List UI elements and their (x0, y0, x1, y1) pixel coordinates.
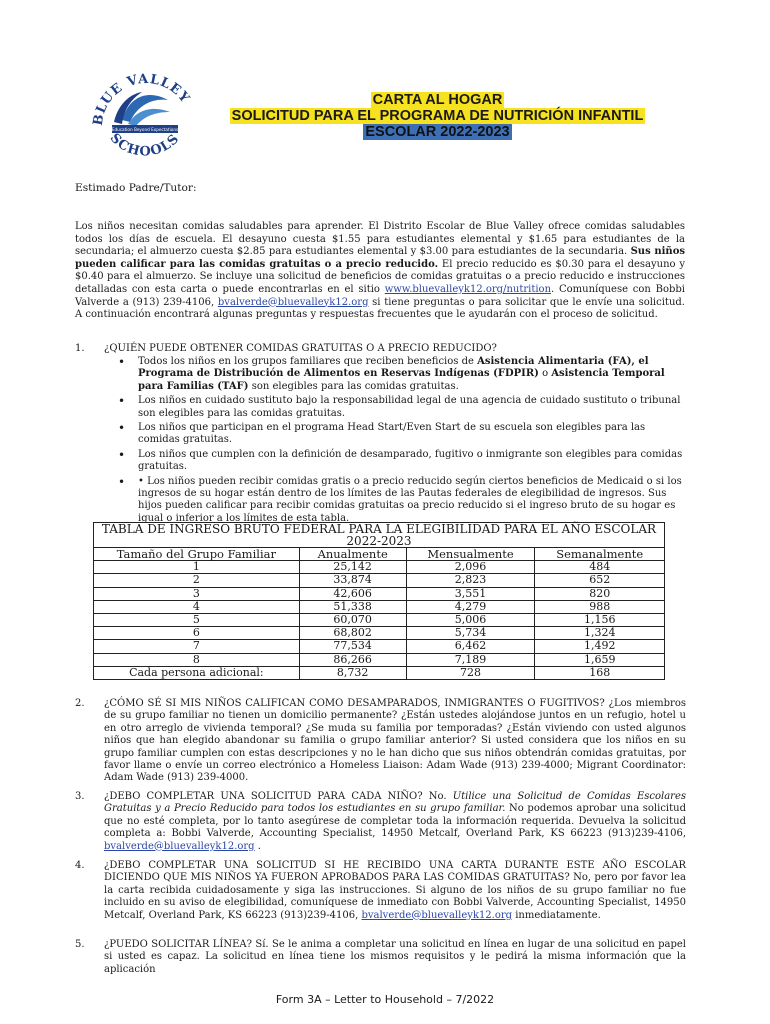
table-caption: TABLA DE INGRESO BRUTO FEDERAL PARA LA ELEGIBILIDAD PARA EL AÑO ESCOLAR 2022-2023 (94, 523, 665, 548)
question-text: ¿CÓMO SÉ SI MIS NIÑOS CALIFICAN COMO DESAMPARADOS, INMIGRANTES O FUGITIVOS? ¿Los miembros de su grupo familiar no tienen un domicilio permanente? ¿Están ustedes alojándose juntos en un refugio, hotel u en otro arreglo de vivienda temporal? ¿Se muda su familia por temporadas? ¿Están viviendo con usted algunos niños que han elegido abandonar su familia o grupo familiar anterior? Si usted considera que los niños en su grupo familiar cumplen con estas descripciones y no le han dicho que sus niños obtendrán comidas gratuitas, por favor llame o envíe un correo electrónico a Homeless Liaison: Adam Wade (913) 239-4000; Migrant Coordinator: Adam Wade (913) 239-4000. (104, 698, 686, 784)
table-cell: 1,492 (535, 640, 665, 653)
blue-valley-schools-logo (84, 64, 204, 164)
table-cell: 5,006 (406, 613, 535, 626)
svg-text:SCHOOLS (107, 131, 183, 160)
nutrition-link[interactable]: www.bluevalleyk12.org/nutrition (384, 283, 552, 295)
table-row (94, 600, 665, 613)
question-text: ¿DEBO COMPLETAR UNA SOLICITUD SI HE RECIBIDO UNA CARTA DURANTE ESTE AÑO ESCOLAR DICIENDO QUE MIS NIÑOS YA FUERON APROBADOS PARA LAS COMIDAS GRATUITAS? No, pero por favor lea la carta recibida cuidadosamente y siga las instrucciones. Si alguno de los niños de su grupo familiar no fue incluido en su aviso de elegibilidad, comuníquese de inmediato con Bobbi Valverde, Accounting Specialist, 14950 Metcalf, Overland Park, KS 66223 (913)239-4106, bvalverde@bluevalleyk12.org inmediatamente. (104, 860, 686, 921)
table-cell: 51,338 (299, 600, 406, 613)
table-row (94, 561, 665, 574)
logo-banner-text: Education Beyond Expectations (111, 127, 179, 132)
list-item: • Los niños en cuidado sustituto bajo la responsabilidad legal de una agencia de cuidado sustituto o tribunal son elegibles para las comidas gratuitas. (115, 395, 687, 420)
table-row (94, 587, 665, 600)
table-cell: 77,534 (299, 640, 406, 653)
table-cell: 68,802 (299, 627, 406, 640)
table-cell: 168 (535, 666, 665, 679)
income-eligibility-table (93, 522, 665, 680)
intro-text-3: . Comuníquese con Bobbi Valverde a (913) 239-4106, (75, 283, 685, 308)
logo-bottom-text: SCHOOLS (106, 130, 183, 160)
table-cell: 2,823 (406, 574, 535, 587)
list-item: • Los niños que participan en el programa Head Start/Even Start de su escuela son elegibles para las comidas gratuitas. (115, 422, 687, 447)
page-footer: Form 3A – Letter to Household – 7/2022 (275, 993, 495, 1006)
table-cell: 4,279 (406, 600, 535, 613)
title-line-3: ESCOLAR 2022-2023 (365, 124, 510, 140)
table-cell: 42,606 (299, 587, 406, 600)
table-cell: 4 (94, 600, 300, 613)
email-link[interactable]: bvalverde@bluevalleyk12.org (361, 909, 513, 921)
list-item: • • Los niños pueden recibir comidas gratis o a precio reducido según ciertos beneficios de Medicaid o si los ingresos de su hogar están dentro de los límites de las Pautas federales de elegibilidad de ingresos. Sus hijos pueden calificar para recibir comidas gratuitas oa precio reducido si el ingreso bruto de su hogar es igual o inferior a los límites de esta tabla. (115, 476, 687, 526)
table-row (94, 640, 665, 653)
table-cell: 8,732 (299, 666, 406, 679)
table-cell: 7 (94, 640, 300, 653)
table-cell: 1,659 (535, 653, 665, 666)
intro-paragraph (75, 221, 685, 322)
table-cell: 6,462 (406, 640, 535, 653)
col-header: Semanalmente (535, 548, 665, 561)
question-number: 5. (75, 939, 85, 950)
table-cell: 1,156 (535, 613, 665, 626)
question-text: ¿QUIÉN PUEDE OBTENER COMIDAS GRATUITAS O A PRECIO REDUCIDO? (104, 343, 497, 354)
question-text: ¿PUEDO SOLICITAR LÍNEA? Sí. Se le anima a completar una solicitud en línea en lugar de una solicitud en papel si usted es capaz. La solicitud en línea tiene los mismos requisitos y le pedirá la misma información que la aplicación (104, 939, 686, 975)
table-cell: 5,734 (406, 627, 535, 640)
email-link[interactable]: bvalverde@bluevalleyk12.org (104, 840, 255, 852)
table-cell: 1,324 (535, 627, 665, 640)
table-cell: 7,189 (406, 653, 535, 666)
col-header: Mensualmente (406, 548, 535, 561)
document-title (215, 92, 660, 140)
question-number: 1. (75, 343, 85, 354)
table-row (94, 666, 665, 679)
table-cell: 1 (94, 561, 300, 574)
table-cell: 3 (94, 587, 300, 600)
table-cell: 2 (94, 574, 300, 587)
table-cell: 2,096 (406, 561, 535, 574)
table-cell: 652 (535, 574, 665, 587)
eligibility-list (115, 356, 687, 527)
table-header-row (94, 548, 665, 561)
table-cell: Cada persona adicional: (94, 666, 300, 679)
question-number: 3. (75, 791, 85, 802)
table-cell: 728 (406, 666, 535, 679)
table-row (94, 653, 665, 666)
col-header: Tamaño del Grupo Familiar (94, 548, 300, 561)
intro-bold: Sus niños pueden calificar para las comidas gratuitas o a precio reducido. (75, 246, 685, 270)
table-cell: 3,551 (406, 587, 535, 600)
logo-top-text: BLUE VALLEY (90, 71, 193, 127)
table-cell: 8 (94, 653, 300, 666)
list-item: • Todos los niños en los grupos familiares que reciben beneficios de Asistencia Alimentaria (FA), el Programa de Distribución de Alimentos en Reservas Indígenas (FDPIR) o Asistencia Temporal para Familias (TAF) son elegibles para las comidas gratuitas. (115, 356, 687, 393)
intro-text: Los niños necesitan comidas saludables para aprender. El Distrito Escolar de Blue Valley ofrece comidas saludables todos los días de escuela. El desayuno cuesta $1.55 para estudiantes elemental y $1.65 para estudiantes de la secundaria; el almuerzo cuesta $2.85 para estudiantes elemental y $3.00 para estudiantes de la secundaria. (75, 221, 685, 258)
col-header: Anualmente (299, 548, 406, 561)
salutation: Estimado Padre/Tutor: (75, 182, 197, 194)
intro-text-4: si tiene preguntas o para solicitar que le envíe una solicitud. A continuación encontrará algunas preguntas y respuestas frecuentes que le ayudarán con el proceso de solicitud. (75, 296, 685, 321)
question-number: 2. (75, 698, 85, 709)
table-cell: 60,070 (299, 613, 406, 626)
question-number: 4. (75, 860, 85, 871)
title-line-1: CARTA AL HOGAR (372, 92, 503, 108)
table-cell: 988 (535, 600, 665, 613)
table-row (94, 574, 665, 587)
table-cell: 25,142 (299, 561, 406, 574)
table-cell: 6 (94, 627, 300, 640)
table-cell: 5 (94, 613, 300, 626)
intro-text-2: El precio reducido es $0.30 para el desayuno y $0.40 para el almuerzo. Se incluye una solicitud de beneficios de comidas gratuitas o a precio reducido e instrucciones detalladas con esta carta o puede encontrarlas en el sitio (75, 258, 685, 295)
list-item: • Los niños que cumplen con la definición de desamparado, fugitivo o inmigrante son elegibles para comidas gratuitas. (115, 449, 687, 474)
table-cell: 86,266 (299, 653, 406, 666)
table-row (94, 613, 665, 626)
table-cell: 820 (535, 587, 665, 600)
question-text: ¿DEBO COMPLETAR UNA SOLICITUD PARA CADA NIÑO? No. Utilice una Solicitud de Comidas Escolares Gratuitas y a Precio Reducido para todos los estudiantes en su grupo familiar. No podemos aprobar una solicitud que no esté completa, por lo tanto asegúrese de completar toda la información requerida. Devuelva la solicitud completa a: Bobbi Valverde, Accounting Specialist, 14950 Metcalf, Overland Park, KS 66223 (913)239-4106, bvalverde@bluevalleyk12.org . (104, 791, 686, 852)
table-cell: 33,874 (299, 574, 406, 587)
title-line-2: SOLICITUD PARA EL PROGRAMA DE NUTRICIÓN INFANTIL (231, 108, 644, 124)
table-cell: 484 (535, 561, 665, 574)
email-link[interactable]: bvalverde@bluevalleyk12.org (217, 296, 369, 308)
table-row (94, 627, 665, 640)
